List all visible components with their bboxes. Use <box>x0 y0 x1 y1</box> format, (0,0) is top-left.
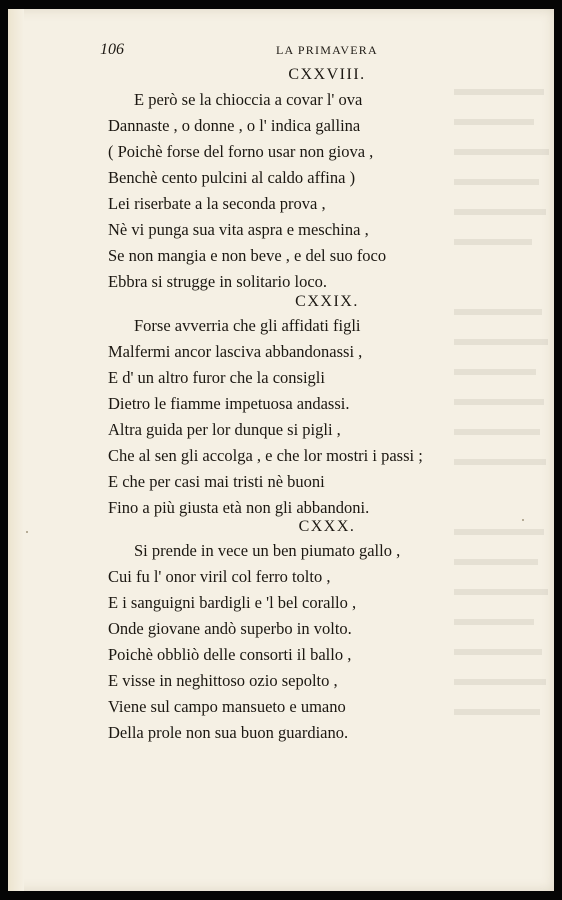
verse-line: E visse in neghittoso ozio sepolto , <box>108 671 338 690</box>
verse-line: Cui fu l' onor viril col ferro tolto , <box>108 567 331 586</box>
verse-line: Dietro le fiamme impetuosa andassi. <box>108 394 350 413</box>
verse-line: ( Poichè forse del forno usar non giova , <box>108 142 374 161</box>
verse-line: Viene sul campo mansueto e umano <box>108 697 346 716</box>
verse-line: E i sanguigni bardigli e 'l bel corallo , <box>108 593 357 612</box>
paper-speck <box>26 531 28 533</box>
verse-line: Che al sen gli accolga , e che lor mostri i passi ; <box>108 446 423 465</box>
verse-line: Della prole non sua buon guardiano. <box>108 723 349 742</box>
running-title: LA PRIMAVERA <box>276 43 378 57</box>
paper-speck <box>522 519 524 521</box>
verse-line: Si prende in vece un ben piumato gallo , <box>134 541 401 560</box>
page-number: 106 <box>100 41 124 58</box>
verse-line: Nè vi punga sua vita aspra e meschina , <box>108 220 369 239</box>
verse-line: Se non mangia e non beve , e del suo foco <box>108 246 387 265</box>
verse-line: E d' un altro furor che la consigli <box>108 368 325 387</box>
stanza-number: CXXVIII. <box>288 66 366 83</box>
bleed-through-texture <box>444 49 554 749</box>
verse-line: Ebbra si strugge in solitario loco. <box>108 272 328 291</box>
page-header <box>100 41 440 61</box>
verse-line: E però se la chioccia a covar l' ova <box>134 90 363 109</box>
book-page <box>8 9 554 891</box>
verse-line: Lei riserbate a la seconda prova , <box>108 194 326 213</box>
stanza-number: CXXIX. <box>295 293 359 310</box>
verse-line: Dannaste , o donne , o l' indica gallina <box>108 116 361 135</box>
verse-line: E che per casi mai tristi nè buoni <box>108 472 325 491</box>
verse-line: Onde giovane andò superbo in volto. <box>108 619 352 638</box>
stanza-number: CXXX. <box>298 518 356 535</box>
verse-line: Forse avverria che gli affidati figli <box>134 316 361 335</box>
page-gutter <box>8 9 24 891</box>
verse-line: Malfermi ancor lasciva abbandonassi , <box>108 342 363 361</box>
verse-line: Benchè cento pulcini al caldo affina ) <box>108 168 356 187</box>
verse-line: Altra guida per lor dunque si pigli , <box>108 420 341 439</box>
verse-line: Poichè obbliò delle consorti il ballo , <box>108 645 352 664</box>
verse-line: Fino a più giusta età non gli abbandoni. <box>108 498 370 517</box>
